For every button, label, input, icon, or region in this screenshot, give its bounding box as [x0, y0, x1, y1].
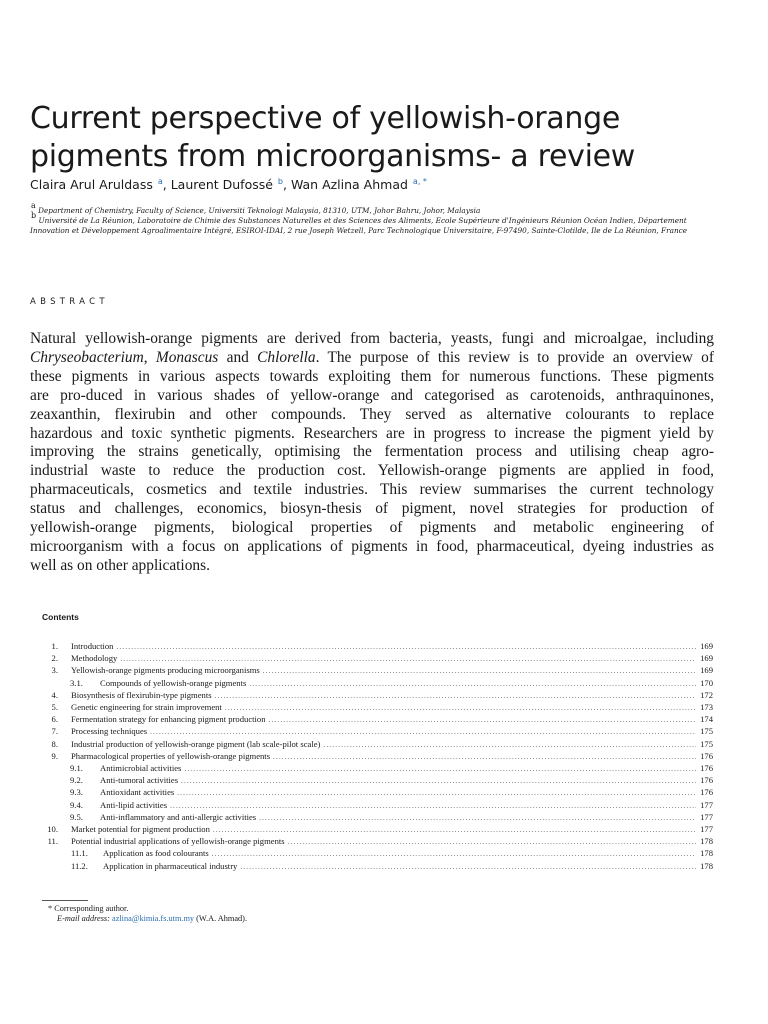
toc-leader-dots — [120, 653, 696, 665]
abstract-heading: ABSTRACT — [30, 297, 109, 307]
toc-leader-dots — [177, 787, 696, 799]
author-name: Laurent Dufossé — [170, 177, 273, 192]
abstract-line-rest: . The purpose of this review is to provide an overview of — [315, 348, 715, 366]
toc-entry-line — [71, 701, 713, 714]
footnote-divider — [42, 900, 88, 901]
abstract-line: zeaxanthin, flexirubin and other compounds. They served as alternative colourants to replace — [30, 405, 714, 423]
toc-leader-dots — [269, 714, 696, 726]
abstract-line: status and challenges, economics, biosyn-thesis of pigment, novel strategies for production of — [30, 500, 714, 518]
affiliation-text: Université de La Réunion, Laboratoire de Chimie des Substances Naturelles et des Sciences des Aliments, Ecole Supérieure d'Ingénieurs Réunion Océan Indien, Département — [38, 216, 687, 225]
toc-entry-number: 11. — [47, 836, 58, 847]
toc-entry-title[interactable]: Yellowish-orange pigments producing microorganisms — [71, 665, 260, 676]
abstract-line: hazardous and toxic synthetic pigments. Researchers are in progress to increase the pigment yield by — [30, 424, 714, 442]
toc-entry[interactable] — [0, 677, 768, 689]
toc-leader-dots — [181, 775, 696, 787]
toc-entry-line — [100, 811, 713, 824]
contents-heading: Contents — [42, 612, 79, 622]
abstract-line — [30, 349, 714, 368]
toc-leader-dots — [240, 861, 696, 873]
title-line-1: Current perspective of yellowish-orange — [30, 101, 620, 136]
toc-entry-title[interactable]: Application as food colourants — [103, 848, 209, 859]
toc-page-number[interactable]: 169 — [700, 665, 713, 676]
toc-entry-line — [100, 677, 713, 690]
email-link[interactable]: azlina@kimia.fs.utm.my — [112, 914, 195, 923]
toc-entry-number: 9.3. — [70, 787, 83, 798]
toc-entry-title[interactable]: Fermentation strategy for enhancing pigment production — [71, 714, 266, 725]
article-title — [30, 100, 750, 176]
toc-entry[interactable] — [0, 799, 768, 811]
affiliation-mark[interactable]: a — [157, 177, 163, 186]
toc-entry-number: 2. — [51, 653, 58, 664]
toc-entry-line — [103, 860, 713, 873]
toc-page-number[interactable]: 176 — [700, 763, 713, 773]
toc-entry[interactable] — [0, 823, 768, 835]
affiliation-mark[interactable]: b — [277, 177, 283, 186]
toc-entry[interactable] — [0, 835, 768, 847]
toc-entry-title[interactable]: Methodology — [71, 653, 118, 664]
toc-entry-line — [71, 640, 713, 653]
toc-entry-number: 9.5. — [70, 811, 83, 822]
toc-entry-title[interactable]: Biosynthesis of flexirubin-type pigments — [71, 689, 212, 700]
email-note — [57, 913, 657, 924]
toc-leader-dots — [263, 665, 696, 677]
affiliation-text: Department of Chemistry, Faculty of Science, Universiti Teknologi Malaysia, 81310, UTM, Johor Bahru, Johor, Malaysia — [38, 206, 481, 215]
separator: and — [218, 348, 258, 366]
toc-page-number[interactable]: 173 — [700, 702, 713, 712]
toc-entry-number: 1. — [51, 641, 58, 651]
toc-entry-number: 3. — [51, 665, 58, 676]
toc-entry-title[interactable]: Introduction — [71, 641, 114, 651]
toc-entry-title[interactable]: Anti-tumoral activities — [100, 775, 179, 786]
toc-entry-title[interactable]: Pharmacological properties of yellowish-orange pigments — [71, 750, 271, 761]
toc-entry-line — [71, 725, 713, 738]
toc-page-number[interactable]: 177 — [700, 799, 713, 810]
affiliation-mark[interactable]: a, * — [412, 177, 427, 186]
toc-entry-title[interactable]: Compounds of yellowish-orange pigments — [100, 677, 247, 688]
toc-entry-number: 10. — [47, 824, 58, 834]
toc-page-number[interactable]: 175 — [700, 738, 713, 749]
toc-leader-dots — [184, 763, 696, 775]
author-name: Wan Azlina Ahmad — [290, 177, 408, 192]
toc-leader-dots — [116, 641, 696, 653]
toc-leader-dots — [225, 702, 696, 714]
toc-leader-dots — [170, 800, 696, 812]
toc-page-number[interactable]: 178 — [700, 860, 713, 871]
abstract-body — [30, 330, 714, 576]
abstract-line: well as on other applications. — [30, 556, 210, 574]
toc-page-number[interactable]: 177 — [700, 811, 713, 822]
affiliation-letter: b — [31, 211, 37, 220]
toc-entry[interactable] — [0, 713, 768, 725]
toc-entry-number: 9.2. — [70, 775, 83, 786]
affiliation-b — [30, 211, 750, 236]
toc-entry-line — [103, 847, 713, 860]
toc-entry[interactable] — [0, 689, 768, 701]
toc-leader-dots — [212, 848, 696, 860]
toc-page-number[interactable]: 174 — [700, 714, 713, 725]
toc-page-number[interactable]: 178 — [700, 836, 713, 847]
toc-entry-number: 9. — [51, 750, 58, 761]
toc-entry-line — [100, 799, 713, 812]
abstract-line: yellowish-orange pigments, biological properties of pigments and metabolic engineering of — [30, 519, 714, 537]
toc-entry[interactable] — [0, 786, 768, 798]
toc-entry-line — [71, 823, 713, 836]
toc-entry-number: 11.2. — [71, 860, 88, 871]
toc-entry-number: 11.1. — [71, 848, 88, 859]
toc-entry-title[interactable]: Industrial production of yellowish-orange pigment (lab scale-pilot scale) — [71, 738, 321, 749]
toc-entry-number: 8. — [51, 738, 58, 749]
toc-entry[interactable] — [0, 811, 768, 823]
toc-entry-title[interactable]: Market potential for pigment production — [71, 824, 210, 834]
toc-leader-dots — [215, 690, 696, 702]
toc-page-number[interactable]: 172 — [700, 689, 713, 700]
toc-page-number[interactable]: 177 — [700, 824, 713, 834]
toc-page-number[interactable]: 169 — [700, 653, 713, 664]
toc-entry[interactable] — [0, 701, 768, 713]
toc-page-number[interactable]: 169 — [700, 641, 713, 651]
toc-entry[interactable] — [0, 738, 768, 750]
email-owner: (W.A. Ahmad). — [196, 914, 248, 923]
affiliation-letter: a — [31, 201, 36, 210]
title-line-2: pigments from microorganisms- a review — [30, 139, 635, 174]
abstract-line: microorganism with a focus on applications of pigments in food, pharmaceutical, dyeing industries as — [30, 537, 714, 555]
toc-leader-dots — [213, 824, 696, 836]
toc-entry[interactable] — [0, 640, 768, 652]
toc-leader-dots — [323, 739, 696, 751]
toc-entry-line — [71, 689, 713, 702]
toc-entry-title[interactable]: Processing techniques — [71, 726, 148, 737]
toc-entry-line — [100, 786, 713, 799]
abstract-line: industrial waste to reduce the production cost. Yellowish-orange pigments are applied in food, — [30, 462, 714, 480]
abstract-line: these pigments in various aspects towards exploiting them for numerous functions. These pigments — [30, 367, 714, 385]
toc-entry-line — [71, 664, 713, 677]
toc-page-number[interactable]: 176 — [700, 775, 713, 786]
toc-leader-dots — [150, 726, 696, 738]
toc-entry[interactable] — [0, 725, 768, 737]
toc-entry[interactable] — [0, 774, 768, 786]
toc-entry-number: 4. — [51, 689, 58, 700]
toc-entry[interactable] — [0, 860, 768, 872]
genus-name: Chryseobacterium — [30, 348, 144, 366]
toc-page-number[interactable]: 176 — [700, 750, 713, 761]
toc-entry-title[interactable]: Anti-lipid activities — [100, 799, 168, 810]
author-name: Claira Arul Aruldass — [30, 177, 153, 192]
toc-entry[interactable] — [0, 652, 768, 664]
toc-entry-title[interactable]: Potential industrial applications of yellowish-orange pigments — [71, 836, 285, 847]
toc-entry-number: 3.1. — [70, 677, 83, 688]
abstract-line: are pro-duced in various shades of yellow-orange and categorised as carotenoids, anthraquinones, — [30, 386, 714, 404]
abstract-line: pharmaceuticals, cosmetics and textile industries. This review summarises the current technology — [30, 481, 714, 499]
email-label: E-mail address: — [57, 914, 110, 923]
toc-entry-number: 9.4. — [70, 799, 83, 810]
affiliation-text-continued: Innovation et Développement Agroalimentaire Intégré, ESIROI-IDAI, 2 rue Joseph Wetzell, Parc Technologique Universitaire, F-97490, Sainte-Clotilde, Ile de La Réunion, France — [30, 226, 688, 235]
author-list: Claira Arul Aruldass $^a$, Laurent Dufossé $^b$, Wan Azlina Ahmad $^{a, *}$ — [30, 177, 427, 192]
toc-page-number[interactable]: 178 — [700, 848, 713, 859]
toc-entry-title[interactable]: Application in pharmaceutical industry — [103, 860, 238, 871]
toc-entry-line — [100, 762, 713, 775]
toc-page-number[interactable]: 170 — [700, 677, 713, 688]
abstract-line: Natural yellowish-orange pigments are derived from bacteria, yeasts, fungi and microalgae, including — [30, 330, 714, 347]
toc-entry-number: 9.1. — [70, 763, 83, 773]
toc-entry-line — [71, 652, 713, 665]
toc-entry[interactable] — [0, 762, 768, 774]
toc-entry-line — [71, 750, 713, 763]
toc-page-number[interactable]: 175 — [700, 726, 713, 737]
footnote-mark: * — [48, 904, 53, 913]
toc-leader-dots — [249, 678, 696, 690]
toc-entry-line — [71, 738, 713, 751]
toc-entry-number: 7. — [51, 726, 58, 737]
toc-entry-line — [71, 835, 713, 848]
toc-page-number[interactable]: 176 — [700, 787, 713, 798]
abstract-line: improving the strains genetically, optimising the fermentation process and utilising cheap agro- — [30, 443, 714, 461]
corresponding-author-label: Corresponding author. — [54, 904, 129, 913]
toc-entry-title[interactable]: Antioxidant activities — [100, 787, 175, 798]
toc-entry-title[interactable]: Genetic engineering for strain improvement — [71, 702, 222, 712]
toc-entry-number: 6. — [51, 714, 58, 725]
toc-entry-line — [71, 713, 713, 726]
genus-name: Monascus — [155, 348, 219, 366]
toc-leader-dots — [259, 812, 696, 824]
toc-entry-number: 5. — [51, 702, 58, 712]
separator: , — [143, 348, 156, 366]
genus-name: Chlorella — [257, 348, 316, 366]
toc-leader-dots — [273, 751, 696, 763]
toc-leader-dots — [288, 836, 696, 848]
toc-entry-title[interactable]: Anti-inflammatory and anti-allergic activities — [100, 811, 257, 822]
toc-entry[interactable] — [0, 847, 768, 859]
toc-entry-line — [100, 774, 713, 787]
toc-entry[interactable] — [0, 750, 768, 762]
toc-entry-title[interactable]: Antimicrobial activities — [100, 763, 182, 773]
toc-entry[interactable] — [0, 664, 768, 676]
